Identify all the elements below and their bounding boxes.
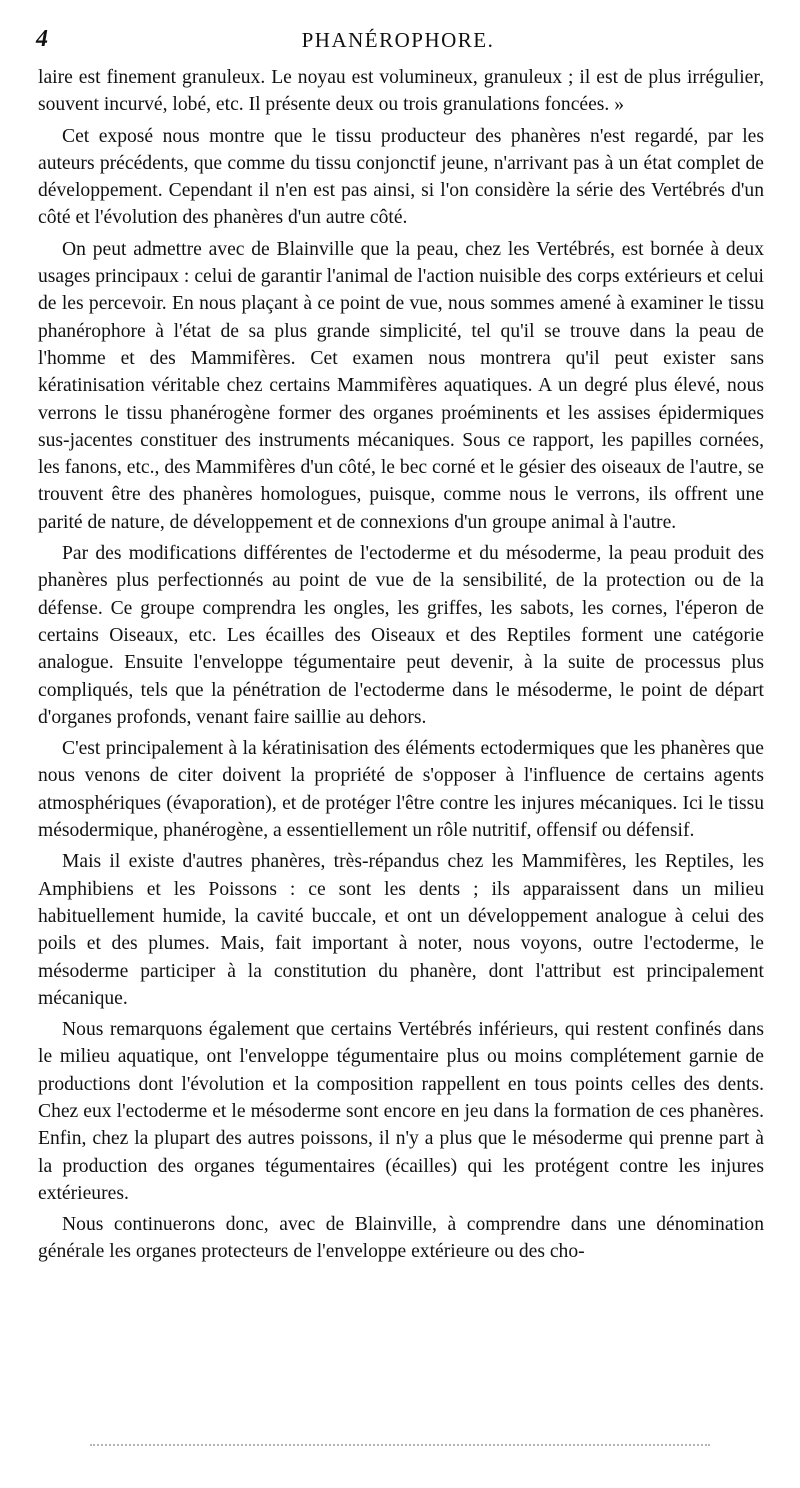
paragraph: C'est principalement à la kératinisation des éléments ectodermiques que les phanères que nous venons de citer doivent la propriété de s'opposer à l'influence de certains agents atmosphériques (évaporation), et de protéger l'être contre les injures mécaniques. Ici le tissu mésodermique, phanérogène, a essentiellement un rôle nutritif, offensif ou défensif. [38,738,764,842]
paragraph: On peut admettre avec de Blainville que la peau, chez les Vertébrés, est bornée à deux usages principaux : celui de garantir l'animal de l'action nuisible des corps extérieurs et celui de les percevoir. En nous plaçant à ce point de vue, nous sommes amené à examiner le tissu phanérophore à l'état de sa plus grande simplicité, tel qu'il se trouve dans la peau de l'homme et des Mammifères. Cet examen nous montrera qu'il peut exister sans kératinisation véritable chez certains Mammifères aquatiques. A un degré plus élevé, nous verrons le tissu phanérogène former des organes proéminents et les assises épidermiques sus-jacentes constituer des instruments mécaniques. Sous ce rapport, les papilles cornées, les fanons, etc., des Mammifères d'un côté, le bec corné et le gésier des oiseaux de l'autre, se trouvent être des phanères homologues, puisque, comme nous le verrons, ils offrent une parité de nature, de développement et de connexions d'un groupe animal à l'autre. [38,238,764,533]
running-title: PHANÉROPHORE. [301,28,495,52]
paragraph: Nous continuerons donc, avec de Blainville, à comprendre dans une dénomination générale les organes protecteurs de l'enveloppe extérieure ou des cho- [38,1214,764,1263]
page-number: 4 [36,26,48,52]
paragraph: Nous remarquons également que certains Vertébrés inférieurs, qui restent confinés dans le milieu aquatique, ont l'enveloppe tégumentaire plus ou moins complétement garnie de productions dont l'évolution et la composition rappellent en tous points celles des dents. Chez eux l'ectoderme et le mésoderme sont encore en jeu dans la formation de ces phanères. Enfin, chez la plupart des autres poissons, il n'y a plus que le mésoderme qui prenne part à la production des organes tégumentaires (écailles) qui les protégent contre les injures extérieures. [38,1019,764,1204]
paragraph: Par des modifications différentes de l'ectoderme et du mésoderme, la peau produit des phanères plus perfectionnés au point de vue de la sensibilité, de la protection ou de la défense. Ce groupe comprendra les ongles, les griffes, les sabots, les cornes, l'éperon de certains Oiseaux, etc. Les écailles des Oiseaux et des Reptiles forment une catégorie analogue. Ensuite l'enveloppe tégumentaire peut devenir, à la suite de processus plus compliqués, tels que la pénétration de l'ectoderme dans le mésoderme, le point de départ d'organes profonds, venant faire saillie au dehors. [38,543,764,728]
paragraph: Mais il existe d'autres phanères, très-répandus chez les Mammifères, les Reptiles, les Amphibiens et les Poissons : ce sont les dents ; ils apparaissent dans un milieu habituellement humide, la cavité buccale, et ont un développement analogue à celui des poils et des plumes. Mais, fait important à noter, nous voyons, outre l'ectoderme, le mésoderme participer à la constitution du phanère, dont l'attribut est principalement mécanique. [38,851,764,1009]
paragraph-continuation: laire est finement granuleux. Le noyau est volumineux, granuleux ; il est de plus irrégulier, souvent incurvé, lobé, etc. Il présente deux ou trois granulations foncées. » [38,67,764,116]
page-header [36,26,760,60]
body-text [38,64,764,1270]
footer-dotted-rule [90,1444,710,1448]
paragraph: Cet exposé nous montre que le tissu producteur des phanères n'est regardé, par les auteurs précédents, que comme du tissu conjonctif jeune, n'arrivant pas à un état complet de développement. Cependant il n'en est pas ainsi, si l'on considère la série des Vertébrés d'un côté et l'évolution des phanères d'un autre côté. [38,125,764,229]
